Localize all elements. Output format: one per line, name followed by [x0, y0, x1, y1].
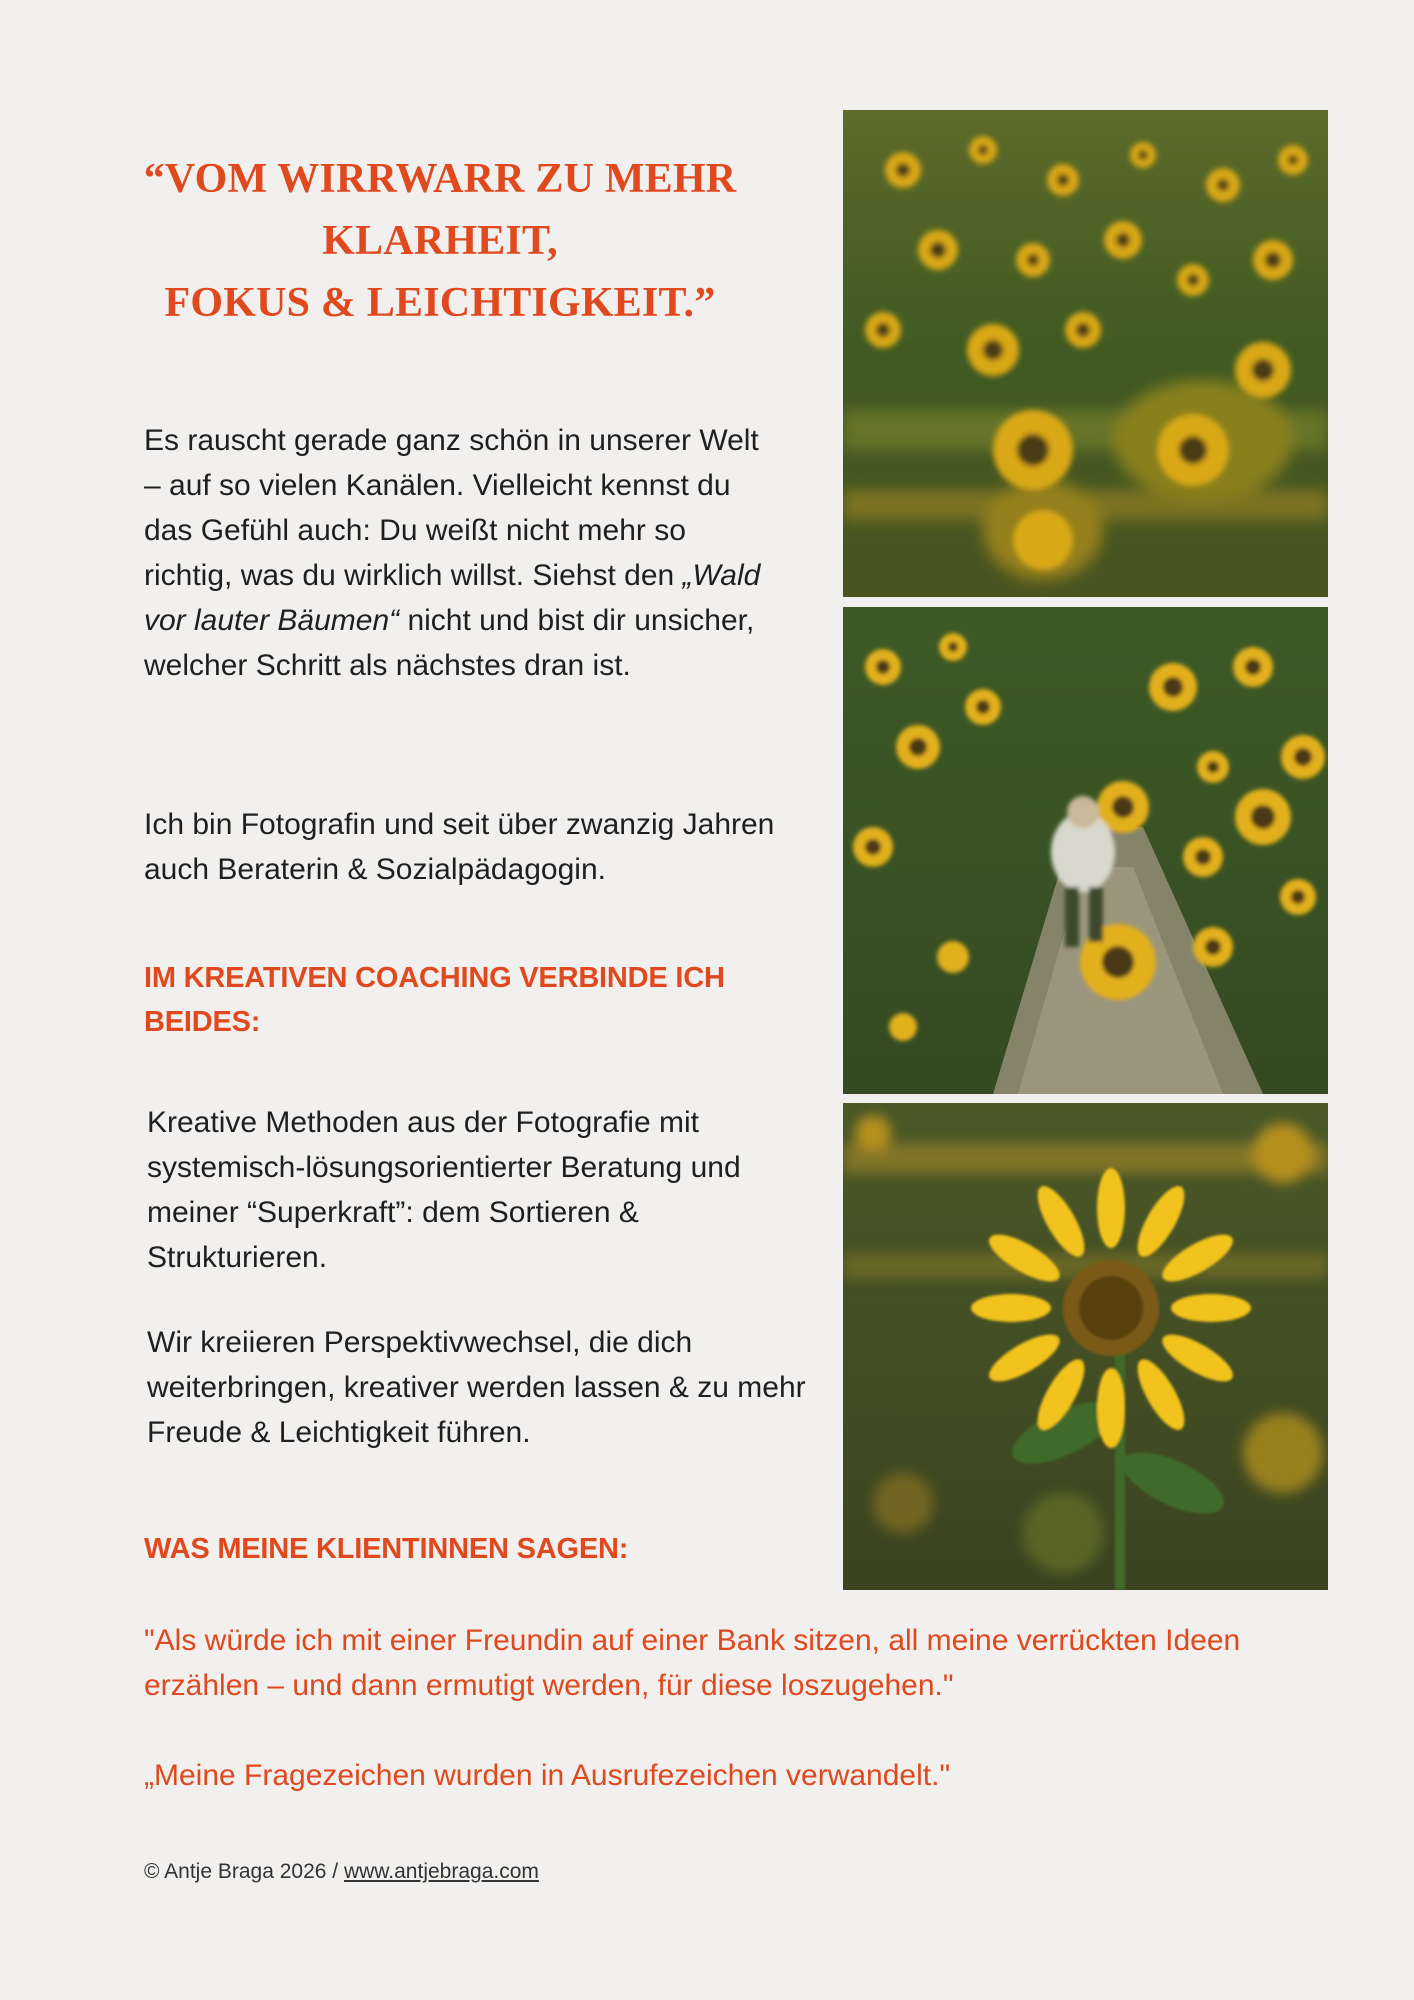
title-line-2: KLARHEIT, — [322, 218, 558, 264]
page-title — [110, 148, 770, 334]
intro-italic-phrase: „Wald vor lauter Bäumen“ — [144, 559, 761, 637]
website-link[interactable]: www.antjebraga.com — [343, 1860, 539, 1883]
intro-text-2: nicht und bist dir unsicher, welcher Schritt als nächstes dran ist. — [144, 604, 755, 682]
sunflower-field-image — [843, 110, 1328, 597]
testimonial-quote-2: „Meine Fragezeichen wurden in Ausrufezeichen verwandelt." — [144, 1759, 951, 1792]
testimonials-heading: WAS MEINE KLIENTINNEN SAGEN: — [144, 1533, 629, 1565]
child-in-sunflowers-image — [843, 607, 1328, 1094]
footer — [144, 1857, 539, 1887]
single-sunflower-photo — [843, 1103, 1328, 1590]
single-sunflower-image — [843, 1103, 1328, 1590]
intro-text-1: Es rauscht gerade ganz schön in unserer Welt – auf so vielen Kanälen. Vielleicht kennst du das Gefühl auch: Du weißt nicht mehr so richtig, was du wirklich willst. Siehst den — [144, 424, 759, 592]
child-in-sunflowers-photo — [843, 607, 1328, 1094]
title-line-3: FOKUS & LEICHTIGKEIT.” — [164, 280, 716, 326]
intro-paragraph — [144, 418, 764, 688]
about-paragraph: Ich bin Fotografin und seit über zwanzig Jahren auch Beraterin & Sozialpädagogin. — [144, 808, 775, 886]
perspective-paragraph: Wir kreiieren Perspektivwechsel, die dich weiterbringen, kreativer werden lassen & zu mehr Freude & Leichtigkeit führen. — [147, 1326, 806, 1449]
coaching-heading: IM KREATIVEN COACHING VERBINDE ICH BEIDES: — [144, 962, 725, 1038]
testimonial-quote-1: "Als würde ich mit einer Freundin auf einer Bank sitzen, all meine verrückten Ideen erzählen – und dann ermutigt werden, für diese loszugehen." — [144, 1624, 1241, 1702]
sunflower-field-photo — [843, 110, 1328, 597]
copyright-text: © Antje Braga 2026 / — [144, 1860, 344, 1883]
methods-paragraph: Kreative Methoden aus der Fotografie mit systemisch-lösungsorientierter Beratung und meiner “Superkraft”: dem Sortieren & Strukturieren. — [147, 1106, 741, 1274]
title-line-1: “VOM WIRRWARR ZU MEHR — [143, 156, 737, 202]
